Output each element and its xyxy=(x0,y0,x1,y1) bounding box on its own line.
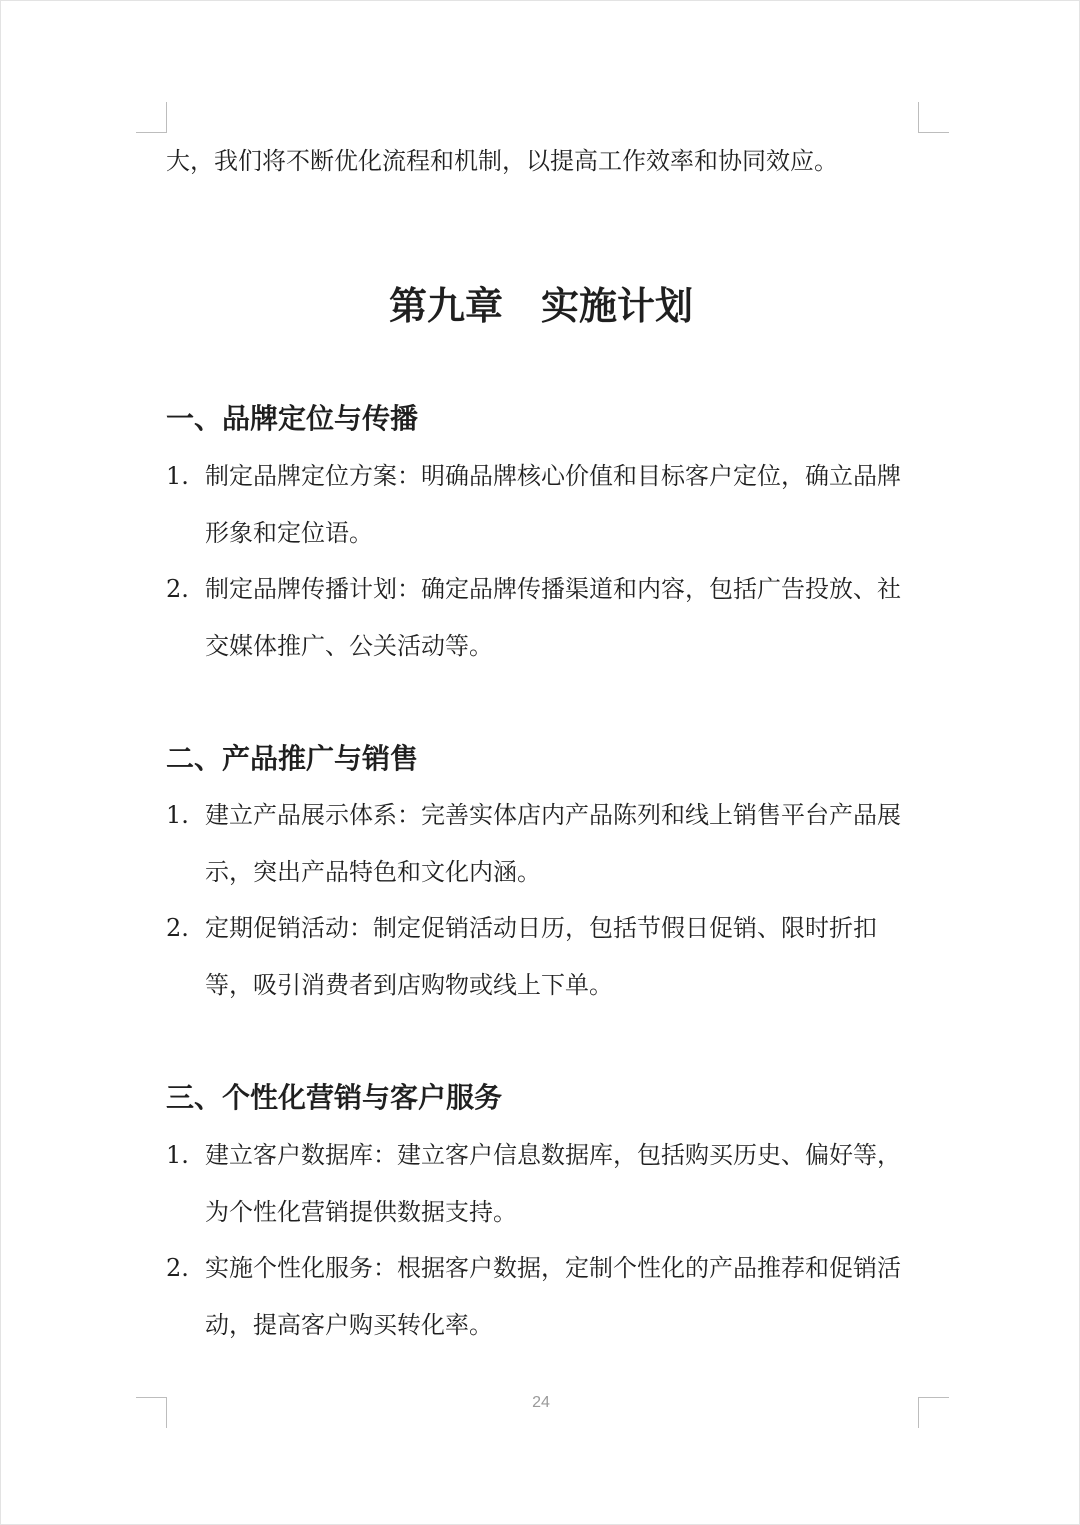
section-heading-personalization: 三、个性化营销与客户服务 xyxy=(166,1081,503,1114)
list-item xyxy=(166,448,921,562)
list-item-text: 制定品牌定位方案：明确品牌核心价值和目标客户定位，确立品牌形象和定位语。 xyxy=(205,462,901,547)
list-item-number: 2. xyxy=(166,575,189,603)
list-item-text: 建立客户数据库：建立客户信息数据库，包括购买历史、偏好等，为个性化营销提供数据支持。 xyxy=(205,1141,901,1226)
list-item xyxy=(166,1127,921,1241)
list-item-text: 制定品牌传播计划：确定品牌传播渠道和内容，包括广告投放、社交媒体推广、公关活动等。 xyxy=(205,575,901,660)
section-heading-brand: 一、品牌定位与传播 xyxy=(166,402,419,435)
list-item xyxy=(166,900,921,1014)
list-item-number: 2. xyxy=(166,914,189,942)
margin-mark-top-right xyxy=(918,102,949,133)
chapter-title: 第九章 实施计划 xyxy=(388,283,693,328)
list-item-text: 定期促销活动：制定促销活动日历，包括节假日促销、限时折扣等，吸引消费者到店购物或线上下单。 xyxy=(205,914,877,999)
list-item xyxy=(166,1240,921,1354)
list-item-number: 1. xyxy=(166,801,189,829)
list-item-number: 1. xyxy=(166,1141,189,1169)
list-item-number: 2. xyxy=(166,1254,189,1282)
carry-over-paragraph: 大，我们将不断优化流程和机制，以提高工作效率和协同效应。 xyxy=(166,147,838,175)
list-item-text: 建立产品展示体系：完善实体店内产品陈列和线上销售平台产品展示，突出产品特色和文化内涵。 xyxy=(205,801,901,886)
list-item-text: 实施个性化服务：根据客户数据，定制个性化的产品推荐和促销活动，提高客户购买转化率。 xyxy=(205,1254,901,1339)
list-item-number: 1. xyxy=(166,462,189,490)
list-item xyxy=(166,561,921,675)
page-number: 24 xyxy=(532,1394,550,1411)
section-heading-product: 二、产品推广与销售 xyxy=(166,742,419,775)
margin-mark-top-left xyxy=(136,102,167,133)
list-item xyxy=(166,787,921,901)
